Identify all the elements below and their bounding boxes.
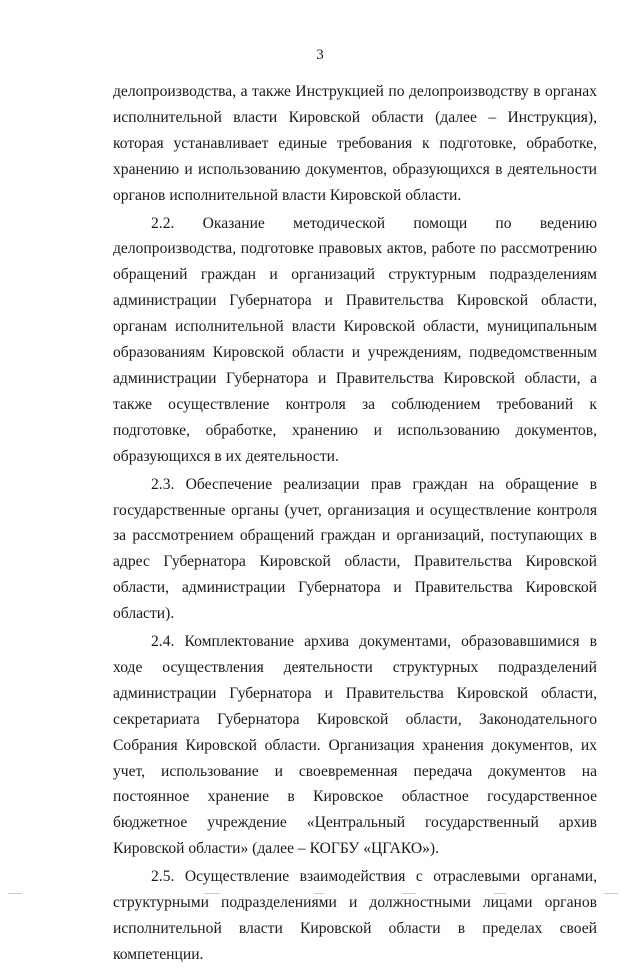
scan-artifacts [0, 893, 640, 899]
page-number: 3 [316, 47, 324, 63]
scan-mark [204, 893, 220, 894]
scan-mark [8, 893, 22, 894]
paragraph-2-4: 2.4. Комплектование архива документами, образовавшимися в ходе осуществления деятельности структурных подразделений администрации Губернатора и Правительства Кировской области, секретариата Губернатора Кировской области, Законодательного Собрания Кировской области. Организация хранения документов, их учет, использование и своевременная передача документов на постоянное хранение в Кировское областное государственное бюджетное учреждение «Центральный государственный архив Кировской области» (далее – КОГБУ «ЦГАКО»). [113, 633, 597, 858]
paragraph-continued: делопроизводства, а также Инструкцией по делопроизводству в органах исполнительной власти Кировской области (далее – Инструкция), которая устанавливает единые требования к подготовке, обработке, хранению и использованию документов, образующихся в деятельности органов исполнительной власти Кировской области. [113, 83, 597, 204]
paragraph-2-3: 2.3. Обеспечение реализации прав граждан на обращение в государственные органы (учет, организация и осуществление контроля за рассмотрением обращений граждан и организаций, поступающих в адрес Губернатора Кировской области, Правительства Кировской области, администрации Губернатора и Правительства Кировской области). [113, 475, 597, 623]
scan-mark [314, 893, 324, 894]
scan-mark [494, 893, 506, 894]
document-body [113, 79, 597, 968]
scan-mark [604, 893, 618, 894]
paragraph-2-2: 2.2. Оказание методической помощи по ведению делопроизводства, подготовке правовых актов, работе по рассмотрению обращений граждан и организаций структурным подразделениям администрации Губернатора и Правительства Кировской области, органам исполнительной власти Кировской области, муниципальным образованиям Кировской области и учреждениям, подведомственным администрации Губернатора и Правительства Кировской области, а также осуществление контроля за соблюдением требований к подготовке, обработке, хранению и использованию документов, образующихся в их деятельности. [113, 214, 597, 465]
paragraph-2-5: 2.5. Осуществление взаимодействия с отраслевыми органами, структурными подразделениями и должностными лицами органов исполнительной власти Кировской области в пределах своей компетенции. [113, 868, 597, 963]
scan-mark [402, 893, 416, 894]
